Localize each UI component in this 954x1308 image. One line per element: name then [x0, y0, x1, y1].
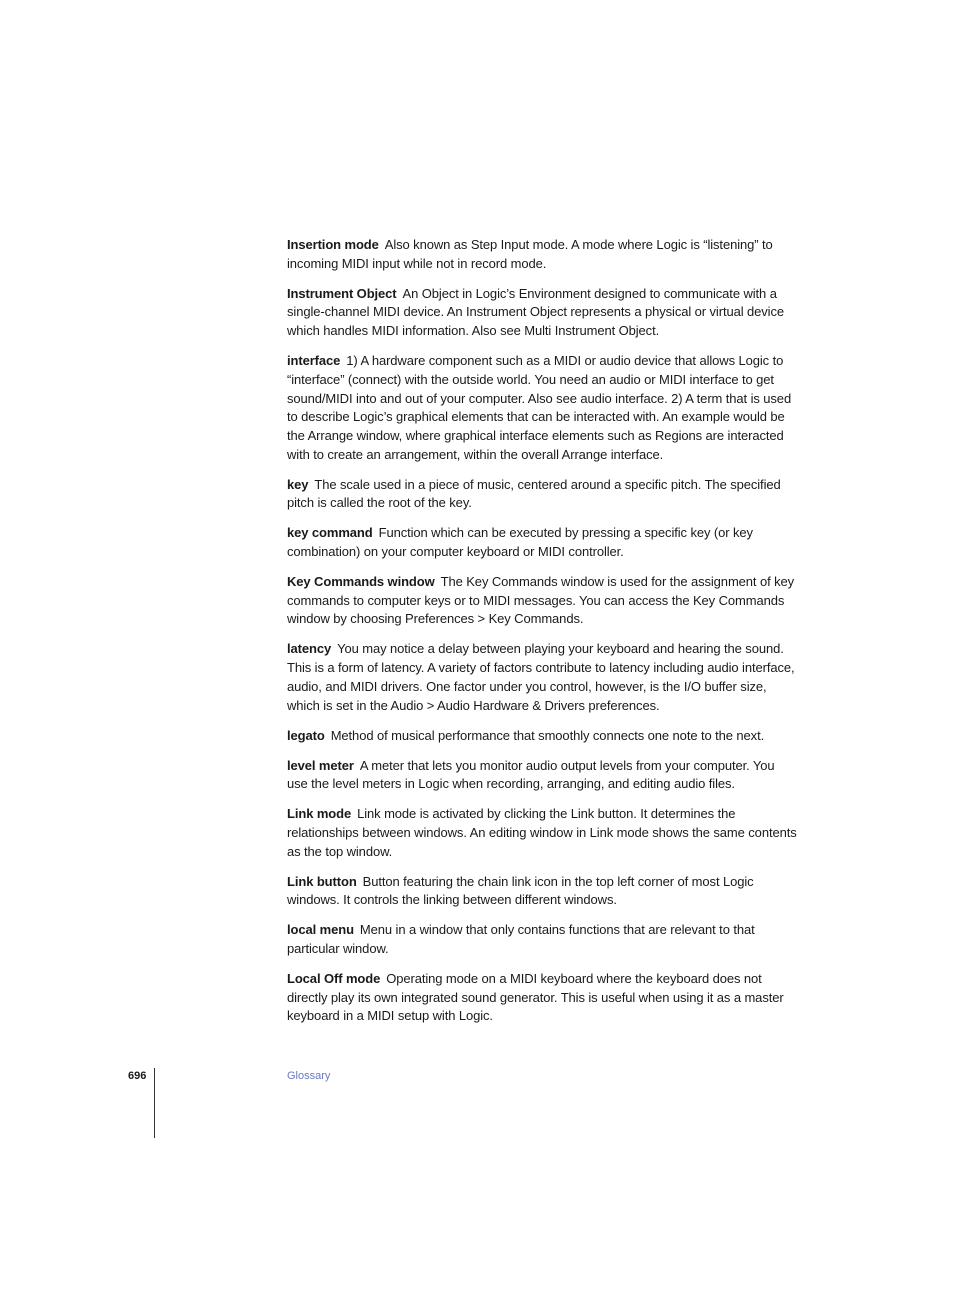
glossary-list: [287, 236, 797, 1037]
glossary-term: Link button: [287, 873, 357, 889]
glossary-definition: Function which can be executed by pressing a specific key (or key combination) on your computer keyboard or MIDI controller.: [287, 525, 753, 560]
glossary-entry: [287, 573, 797, 629]
glossary-entry: [287, 236, 797, 273]
glossary-term: Instrument Object: [287, 285, 397, 301]
glossary-term: latency: [287, 641, 332, 657]
glossary-definition: You may notice a delay between playing your keyboard and hearing the sound. This is a form of latency. A variety of factors contribute to latency including audio interface, audio, and MIDI drivers. One factor under you control, however, is the I/O buffer size, which is set in the Audio > Audio Hardware & Drivers preferences.: [287, 641, 795, 713]
glossary-entry: [287, 524, 797, 561]
glossary-term: Link mode: [287, 806, 352, 822]
footer-section-name: Glossary: [287, 1070, 331, 1082]
glossary-entry: [287, 921, 797, 958]
glossary-entry: [287, 873, 797, 910]
glossary-entry: [287, 757, 797, 794]
glossary-entry: [287, 805, 797, 861]
glossary-entry: [287, 285, 797, 341]
glossary-entry: [287, 352, 797, 464]
glossary-term: key command: [287, 525, 373, 541]
glossary-definition: Operating mode on a MIDI keyboard where the keyboard does not directly play its own integrated sound generator. This is useful when using it as a master keyboard in a MIDI setup with Logic.: [287, 971, 784, 1024]
glossary-definition: The Key Commands window is used for the assignment of key commands to computer keys or to MIDI messages. You can access the Key Commands window by choosing Preferences > Key Commands.: [287, 574, 795, 627]
glossary-entry: [287, 476, 797, 513]
glossary-definition: A meter that lets you monitor audio output levels from your computer. You use the level meters in Logic when recording, arranging, and editing audio files.: [287, 757, 775, 792]
glossary-entry: [287, 727, 797, 746]
glossary-definition: An Object in Logic’s Environment designed to communicate with a single-channel MIDI device. An Instrument Object represents a physical or virtual device which handles MIDI information. Also see Multi Instrument Object.: [287, 285, 784, 339]
glossary-entry: [287, 640, 797, 715]
footer-divider: [154, 1068, 155, 1138]
glossary-definition: Link mode is activated by clicking the Link button. It determines the relationships between windows. An editing window in Link mode shows the same contents as the top window.: [287, 806, 797, 859]
glossary-definition: 1) A hardware component such as a MIDI or audio device that allows Logic to “interface” (connect) with the outside world. You need an audio or MIDI interface to get sound/MIDI into and out of your computer. Also see audio interface. 2) A term that is used to describe Logic’s graphical elements that can be interacted with. An example would be the Arrange window, where graphical interface elements such as Regions are interacted with to create an arrangement, within the overall Arrange interface.: [287, 353, 792, 462]
glossary-term: local menu: [287, 922, 354, 938]
glossary-term: Insertion mode: [287, 237, 379, 252]
glossary-definition: Menu in a window that only contains functions that are relevant to that particular window.: [287, 922, 755, 957]
glossary-definition: The scale used in a piece of music, centered around a specific pitch. The specified pitch is called the root of the key.: [287, 476, 781, 511]
glossary-definition: Also known as Step Input mode. A mode where Logic is “listening” to incoming MIDI input while not in record mode.: [287, 237, 773, 271]
glossary-term: level meter: [287, 757, 354, 773]
glossary-definition: Button featuring the chain link icon in the top left corner of most Logic windows. It controls the linking between different windows.: [287, 873, 754, 908]
glossary-entry: [287, 970, 797, 1026]
glossary-definition: Method of musical performance that smoothly connects one note to the next.: [330, 727, 765, 743]
glossary-term: Local Off mode: [287, 971, 381, 987]
glossary-term: Key Commands window: [287, 574, 435, 590]
page-number: 696: [128, 1070, 147, 1082]
glossary-term: legato: [287, 727, 325, 743]
glossary-term: interface: [287, 353, 341, 369]
glossary-term: key: [287, 476, 309, 492]
